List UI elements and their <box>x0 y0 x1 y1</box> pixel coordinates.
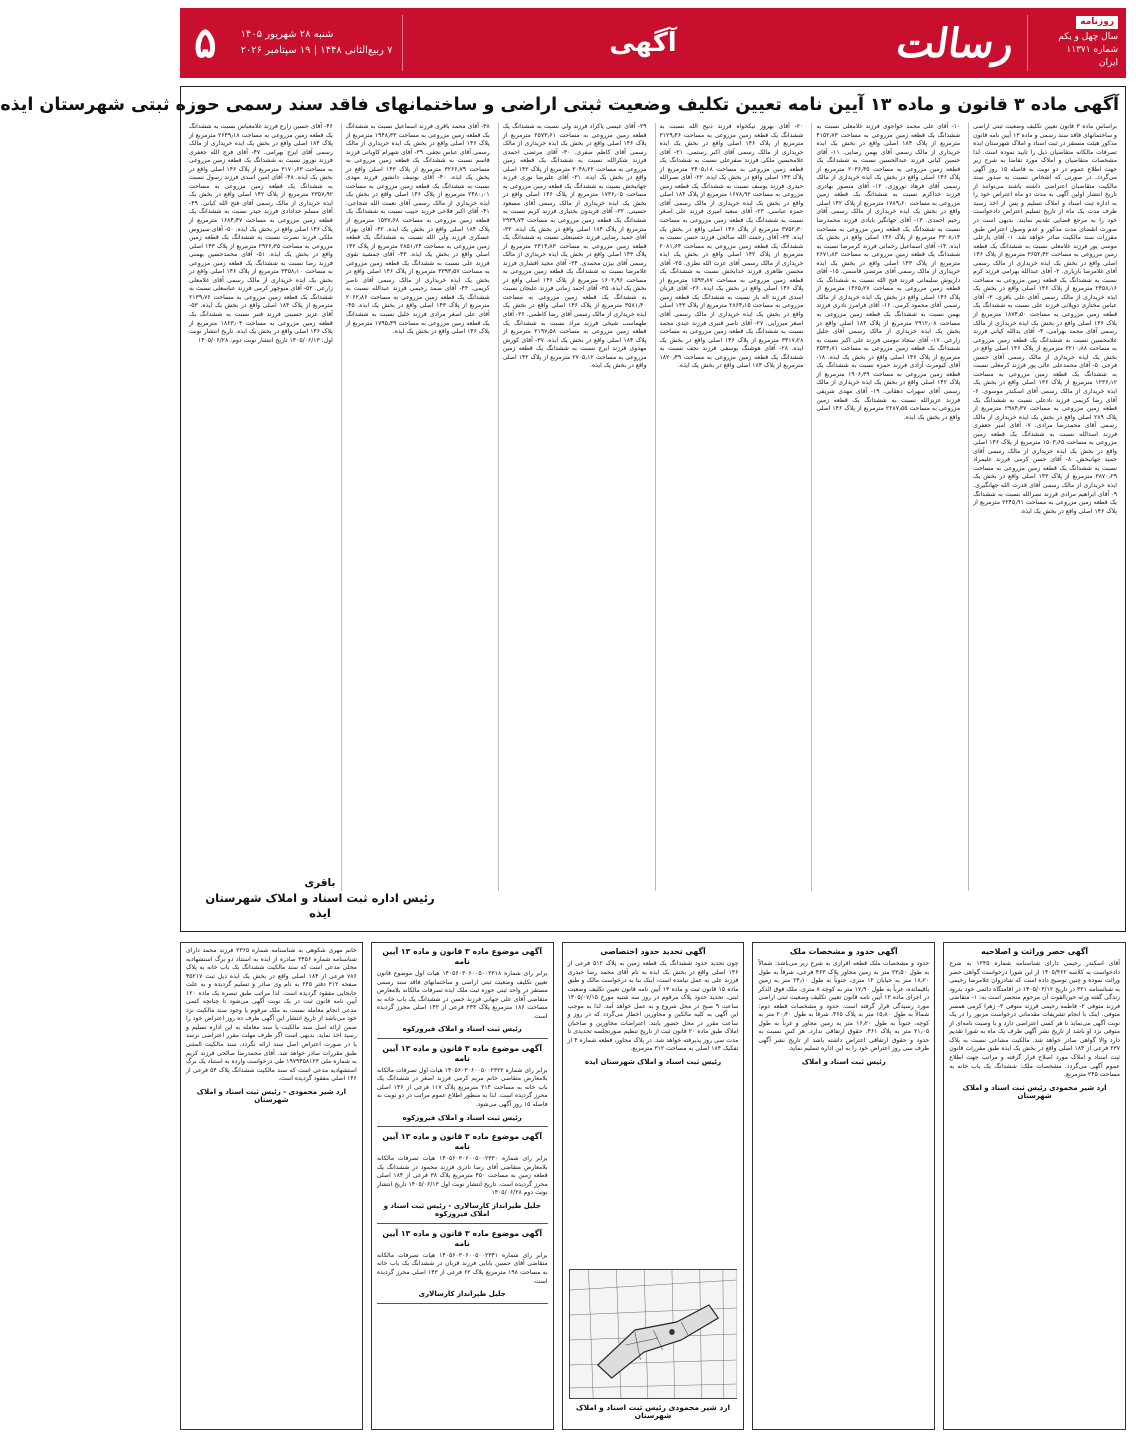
issue-info <box>1027 15 1126 71</box>
notice-text: چون تحدید حدود ششدانگ یک قطعه زمین به پلاک ۵۱۲ فرعی از ۱۴۶ اصلی واقع در بخش یک ایذه به نام آقای محمد رضا حیدری فرزند علی به عمل نیامده است، اینک بنا به درخواست مالک و طبق ماده ۱۵ قانون ثبت و ماده ۱۳ آیین نامه قانون تعیین تکلیف وضعیت ثبتی، تحدید حدود پلاک مرقوم در روز سه شنبه مورخ ۱۴۰۵/۰۷/۱۵ ساعت ۹ صبح در محل شروع و به عمل خواهد آمد. لذا به موجب این آگهی به کلیه مالکین و مجاورین اخطار می‌گردد که در روز و ساعت مقرر در محل حضور یابند. اعتراضات مجاورین و صاحبان املاک طبق ماده ۲۰ قانون ثبت از تاریخ تنظیم صورتجلسه تحدیدی تا مدت سی روز پذیرفته خواهد شد. در پلاک مجاور، قطعه شماره ۴ از تفکیک ۱۸۴ اصلی به مساحت ۳۱۲ مترمربع. <box>567 960 739 1053</box>
notice-text: خانم مهری شکوهی به شناسنامه شماره ۲۳۶۵ فرزند محمد دارای شناسنامه شماره ۳۴۵۶ صادره از ایذه به استناد دو برگ استشهادیه محلی مدعی است که سند مالکیت ششدانگ یک باب خانه به پلاک ۷۸۶ فرعی از ۱۸۴ اصلی واقع در بخش یک ایذه ذیل ثبت ۴۵۲۱۷ صفحه ۳۱۲ دفتر ۲۴۵ به نام وی صادر و تسلیم گردیده و به علت جابجایی مفقود گردیده است. لذا مراتب طبق تبصره یک ماده ۱۲۰ آیین نامه قانون ثبت در یک نوبت آگهی می‌شود تا چنانچه کسی مدعی انجام معامله نسبت به ملک مرقوم یا وجود سند مالکیت نزد خود می‌باشد از تاریخ انتشار این آگهی ظرف ده روز اعتراض خود را ضمن ارائه اصل سند مالکیت یا سند معامله به این اداره تسلیم و رسید اخذ نماید. بدیهی است اگر ظرف مهلت مقرر اعتراضی نرسد یا در صورت اعتراض اصل سند ارائه نگردد، سند مالکیت المثنی طبق مقررات صادر خواهد شد. آقای محمدرضا صالحی فرزند کریم به شماره ملی ۱۹۷۹۴۵۸۱۲۳ طی درخواست وارده به استناد یک برگ استشهادیه مدعی است که سند مالکیت ششدانگ پلاک ۵۴ فرعی از ۱۴۶ اصلی مفقود گردیده است. <box>186 947 357 1083</box>
notice-text: برابر رای شماره ۱۴۰۵۶۰۳۰۶۰۰۵۰۰۲۳۲۲ هیات اول تصرفات مالکانه بلامعارض متقاضی خانم مریم کرمی فرزند اصغر در ششدانگ یک باب خانه به مساحت ۲۱۴ مترمربع پلاک ۱۱۷ فرعی از ۱۴۶ اصلی محرز گردیده است. لذا به منظور اطلاع عموم مراتب در دو نوبت به فاصله ۱۵ روز آگهی می‌شود. <box>376 1066 548 1109</box>
announcement-columns <box>189 123 1117 891</box>
notice-column <box>943 942 1126 1430</box>
notice-text: حدود و مشخصات ملک قطعه افرازی به شرح زیر می‌باشد: شمالاً به طول ۲۳٫۵۰ متر به زمین مجاور پلاک ۴۶۳ فرعی، شرقاً به طول ۱۸٫۲۰ متر به خیابان ۱۲ متری، جنوباً به طول ۲۴٫۱۰ متر به زمین باقیمانده، غرباً به طول ۱۷٫۹۰ متر به کوچه ۸ متری. ملک فوق الذکر در اجرای ماده ۱۳ آیین نامه قانون تعیین تکلیف وضعیت ثبتی اراضی مورد رسیدگی قرار گرفته است. حدود و مشخصات قطعه دوم: شمالاً به طول ۱۵٫۸۰ متر به پلاک ۴۶۵، شرقاً به طول ۲۰٫۴۰ متر به کوچه، جنوباً به طول ۱۶٫۲۰ متر به زمین مجاور و غرباً به طول ۲۱٫۰۵ متر به پلاک ۴۶۱. حقوق ارتفاقی ندارد. هر کس نسبت به حدود و حقوق ارتفاقی اعتراض داشته باشد از تاریخ نشر آگهی ظرف سی روز اعتراض خود را به این اداره تسلیم نماید. <box>758 960 930 1053</box>
announcement-column <box>498 123 647 891</box>
main-announcement <box>0 86 1126 932</box>
notice-item <box>377 1229 548 1304</box>
section-title: آگهی <box>609 28 677 58</box>
masthead <box>180 8 1126 78</box>
notice-text: برابر رای شماره ۱۴۰۵۶۰۳۰۶۰۰۵۰۰۲۳۱۸ هیات اول موضوع قانون تعیین تکلیف وضعیت ثبتی اراضی و ساختمانهای فاقد سند رسمی مستقر در واحد ثبتی حوزه ثبت ملک ایذه تصرفات مالکانه بلامعارض متقاضی آقای علی جهانی فرزند حسن در ششدانگ یک باب خانه به مساحت ۱۸۶ مترمربع پلاک ۲۴۴ فرعی از ۱۴۲ اصلی محرز گردیده است. <box>376 970 548 1020</box>
announcement-column <box>189 123 333 891</box>
notice-text: آقای اسکندر رحیمی دارای شناسنامه شماره ۱۲۴۵ به شرح دادخواست به کلاسه ۱۴۰۵/۴۶۲ از این شورا درخواست گواهی حصر وراثت نموده و چنین توضیح داده است که شادروان غلامرضا رحیمی به شناسنامه ۳۲۱ در تاریخ ۱۴۰۵/۰۳/۱۲ در اقامتگاه دائمی خود بدرود زندگی گفته ورثه حین‌الفوت آن مرحوم منحصر است به: ۱- متقاضی فرزند متوفی ۲- فاطمه رحیمی فرزند متوفی ۳- زهرا کرمی همسر متوفی. اینک با انجام تشریفات مقدماتی درخواست مزبور را در یک نوبت آگهی می‌نماید تا هر کسی اعتراضی دارد و یا وصیت نامه‌ای از متوفی نزد او باشد از تاریخ نشر آگهی ظرف یک ماه به شورا تقدیم دارد والا گواهی صادر خواهد شد. مالکیت مشاعی نسبت به پلاک ۲۳۷ فرعی از ۱۸۴ اصلی واقع در بخش یک ایذه طبق مقررات قانون ثبت اسناد و املاک مورد اصلاح قرار گرفته و مراتب جهت اطلاع عموم آگهی می‌گردد. مشخصات ملک: ششدانگ یک باب خانه به مساحت ۲۴۵ مترمربع. <box>949 960 1121 1079</box>
notice-text: برابر رای شماره ۱۴۰۵۶۰۳۰۶۰۰۵۰۰۲۳۳۰ هیات تصرفات مالکانه بلامعارض متقاضی آقای رضا نادری فرزند محمود در ششدانگ یک قطعه زمین به مساحت ۴۵۰ مترمربع پلاک ۳۸ فرعی از ۱۸۴ اصلی محرز گردیده است. تاریخ انتشار نوبت اول ۱۴۰۵/۰۶/۱۳ تاریخ انتشار نوبت دوم ۱۴۰۵/۰۶/۲۸ <box>376 1155 548 1197</box>
announcement-headline: آگهی ماده ۳ قانون و ماده ۱۳ آیین نامه تعیین تکلیف وضعیت ثبتی اراضی و ساختمانهای فاقد سند رسمی حوزه ثبتی شهرستان ایذه <box>0 95 1119 115</box>
parcel-map <box>569 1269 738 1399</box>
notice-column <box>180 942 363 1430</box>
notice-signature: رئیس ثبت اسناد و املاک فیروزکوه <box>402 1113 522 1122</box>
notice-title: آگهی موضوع ماده ۳ قانون و ماده ۱۳ آیین نامه <box>382 1228 543 1248</box>
notice-signature: ارد شیر محمودی - رئیس ثبت اسناد و املاک شهرستان <box>196 1087 347 1105</box>
notice-signature: رئیس ثبت اسناد و املاک شهرستان ایذه <box>584 1058 722 1067</box>
notice-title: آگهی حصر وراثت و اصلاحیه <box>981 947 1089 956</box>
date-block <box>180 8 403 78</box>
notice-signature: رئیس ثبت اسناد و املاک فیروزکوه <box>402 1025 522 1034</box>
announcement-column <box>655 123 804 891</box>
volume-label: سال چهل و یکم <box>1058 32 1118 42</box>
column-text: ۲۰- آقای بهروز نیکخواه فرزند ذبیح الله نسبت به ششدانگ یک قطعه زمین مزروعی به مساحت ۳۱۲۹٫۴۶ مترمربع از پلاک ۱۴۶ اصلی واقع در بخش یک ایذه خریداری از مالک رسمی آقای اکبر رستمی. ۲۱- آقای غلامحسین ملکی فرزند صفرعلی نسبت به ششدانگ یک قطعه زمین مزروعی به مساحت ۲۴۰۵٫۱۸ مترمربع از پلاک ۱۴۳ اصلی واقع در بخش یک ایذه. ۲۲- آقای نصرالله حیدری فرزند یوسف نسبت به ششدانگ یک قطعه زمین مزروعی به مساحت ۱۶۷۸٫۹۲ مترمربع از پلاک ۱۸۴ اصلی واقع در بخش یک ایذه خریداری از مالک رسمی آقای حمزه عباسی. ۲۳- آقای سعید امیری فرزند علی اصغر نسبت به ششدانگ یک قطعه زمین مزروعی به مساحت ۳۷۵۲٫۳۰ مترمربع از پلاک ۱۴۶ اصلی واقع در بخش یک ایذه. ۲۴- آقای رحمت الله صالحی فرزند حسن نسبت به ششدانگ یک قطعه زمین مزروعی به مساحت ۲۰۸۱٫۶۴ مترمربع از پلاک ۱۴۲ اصلی واقع در بخش یک ایذه خریداری از مالک رسمی آقای عزت الله نظری. ۲۵- آقای محسن طاهری فرزند خدابخش نسبت به ششدانگ یک قطعه زمین مزروعی به مساحت ۱۵۹۳٫۸۷ مترمربع از پلاک ۱۴۶ اصلی واقع در بخش یک ایذه. ۲۶- آقای قربان اسدی فرزند اله یار نسبت به ششدانگ یک قطعه زمین مزروعی به مساحت ۲۸۶۴٫۱۵ مترمربع از پلاک ۱۴۳ اصلی واقع در بخش یک ایذه خریداری از مالک رسمی آقای اصغر میرزایی. ۲۷- آقای ناصر قنبری فرزند عیدی محمد نسبت به ششدانگ یک قطعه زمین مزروعی به مساحت ۳۴۱۷٫۲۸ مترمربع از پلاک ۱۴۶ اصلی واقع در بخش یک ایذه. ۲۸- آقای هوشنگ یوسفی فرزند نجف نسبت به ششدانگ یک قطعه زمین مزروعی به مساحت ۱۸۲۰٫۴۹ مترمربع از پلاک ۱۸۴ اصلی واقع در بخش یک ایذه. <box>659 123 804 370</box>
country-label: ایران <box>1098 58 1118 68</box>
notice-signature: جلیل طیرانداز کارسالاری - رئیس ثبت اسناد و املاک فیروزکوه <box>383 1201 541 1219</box>
announcement-column <box>811 123 960 891</box>
column-text: ۳۸- آقای محمد باقری فرزند اسماعیل نسبت به ششدانگ یک قطعه زمین مزروعی به مساحت ۱۹۴۸٫۳۳ مترمربع از پلاک ۱۴۶ اصلی واقع در بخش یک ایذه خریداری از مالک رسمی آقای عباس نجفی. ۳۹- آقای شهرام کاویانی فرزند قاسم نسبت به ششدانگ یک قطعه زمین مزروعی به مساحت ۳۲۶۶٫۷۹ مترمربع از پلاک ۱۴۳ اصلی واقع در بخش یک ایذه. ۴۰- آقای یوسف دانشور فرزند مهدی نسبت به ششدانگ یک قطعه زمین مزروعی به مساحت ۲۴۸۰٫۰۱ مترمربع از پلاک ۱۴۶ اصلی واقع در بخش یک ایذه خریداری از مالک رسمی آقای نعمت الله شجاعی. ۴۱- آقای اکبر فلاحی فرزند حبیب نسبت به ششدانگ یک قطعه زمین مزروعی به مساحت ۱۵۳۷٫۶۸ مترمربع از پلاک ۱۸۴ اصلی واقع در بخش یک ایذه. ۴۲- آقای بهزاد عسکری فرزند ولی الله نسبت به ششدانگ یک قطعه زمین مزروعی به مساحت ۲۸۵۱٫۲۴ مترمربع از پلاک ۱۴۲ اصلی واقع در بخش یک ایذه. ۴۳- آقای جمشید تقوی فرزند علی نسبت به ششدانگ یک قطعه زمین مزروعی به مساحت ۳۳۹۳٫۵۷ مترمربع از پلاک ۱۴۶ اصلی واقع در بخش یک ایذه خریداری از مالک رسمی آقای ناصر کریمی. ۴۴- آقای صمد رحیمی فرزند عبدالله نسبت به ششدانگ یک قطعه زمین مزروعی به مساحت ۲۰۶۲٫۸۶ مترمربع از پلاک ۱۴۳ اصلی واقع در بخش یک ایذه. ۴۵- آقای علی اصغر مرادی فرزند خلیل نسبت به ششدانگ یک قطعه زمین مزروعی به مساحت ۱۷۹۵٫۴۹ مترمربع از پلاک ۱۴۶ اصلی واقع در بخش یک ایذه. <box>345 123 490 336</box>
page-number: ۵ <box>194 18 217 67</box>
date-shamsi: شنبه ۲۸ شهریور ۱۴۰۵ <box>240 29 334 40</box>
brand-tag: روزنامه <box>1076 16 1118 29</box>
notice-text: برابر رای شماره ۱۴۰۵۶۰۳۰۶۰۰۵۰۰۲۳۴۱ هیات تصرفات مالکانه متقاضی آقای حسین بابایی فرزند قربان در ششدانگ یک باب خانه به مساحت ۱۹۸ مترمربع پلاک ۶۲ فرعی از ۱۴۳ اصلی محرز گردیده است. <box>376 1251 548 1285</box>
notice-title: آگهی موضوع ماده ۳ قانون و ماده ۱۳ آیین نامه <box>382 947 543 966</box>
notice-column <box>752 942 935 1430</box>
parcel-map-drawing <box>570 1270 737 1398</box>
signatory-title: رئیس اداره ثبت اسناد و املاک شهرستان ایذه <box>205 891 435 920</box>
notice-title: آگهی تحدید حدود اختصاصی <box>600 947 706 956</box>
brand-block <box>883 8 1126 78</box>
notice-column <box>371 942 554 1430</box>
signatory-name: باقری <box>304 877 336 889</box>
notice-signature: رئیس ثبت اسناد و املاک <box>801 1058 886 1067</box>
notice-title: آگهی موضوع ماده ۳ قانون و ماده ۱۳ آیین نامه <box>382 1043 543 1063</box>
notice-column-with-map <box>562 942 745 1430</box>
announcement-signature <box>205 876 435 921</box>
map-caption: ارد شیر محمودی رئیس ثبت اسناد و املاک شهرستان <box>575 1402 731 1421</box>
notice-signature: جلیل طیرانداز کارسالاری <box>418 1290 506 1299</box>
column-text: براساس ماده ۳ قانون تعیین تکلیف وضعیت ثبتی اراضی و ساختمانهای فاقد سند رسمی و ماده ۱۳ آیین نامه قانون مذکور هیئت مستقر در ثبت اسناد و املاک شهرستان ایذه تصرفات مالکانه متقاضیان ذیل را تایید نموده است. لذا مشخصات متقاضیان و املاک مورد تقاضا به شرح زیر جهت اطلاع عموم در دو نوبت به فاصله ۱۵ روز آگهی می‌گردد. در صورتی که اشخاص نسبت به صدور سند مالکیت متقاضیان اعتراضی داشته باشند می‌توانند از تاریخ انتشار اولین آگهی به مدت دو ماه اعتراض خود را به اداره ثبت اسناد و املاک تسلیم و پس از اخذ رسید ظرف مدت یک ماه از تاریخ تسلیم اعتراض دادخواست خود را به مرجع قضایی تقدیم نمایند. بدیهی است در صورت انقضای مدت مذکور و عدم وصول اعتراض طبق مقررات سند مالکیت صادر خواهد شد. ۱- آقای یارعلی موسی پور فرزند غلامعلی نسبت به ششدانگ یک قطعه زمین مزروعی به مساحت ۳۶۵۲٫۴۲ مترمربع از پلاک ۱۴۶ اصلی واقع در بخش یک ایذه خریداری از مالک رسمی آقای غلامرضا بازیاری. ۲- آقای عبدالله بهرامی فرزند کرم نسبت به ششدانگ یک قطعه زمین مزروعی به مساحت ۲۴۵۸٫۱۶ مترمربع از پلاک ۱۴۶ اصلی واقع در بخش یک ایذه خریداری از مالک رسمی آقای علی باقری. ۳- آقای عباس مختاری دوپلانی فرزند علی نسبت به ششدانگ یک قطعه زمین مزروعی به مساحت ۱۸۷۴٫۵۰ مترمربع از پلاک ۱۳۶ اصلی واقع در بخش یک ایذه خریداری از مالک رسمی آقای محمد بهرامی. ۴- آقای یدالله کیانی فرزند غلامحسین نسبت به ششدانگ یک قطعه زمین مزروعی به مساحت ۳۲۱۰٫۸۸ مترمربع از پلاک ۱۴۶ اصلی واقع در بخش یک ایذه خریداری از مالک رسمی آقای حسین فرجی. ۵- آقای محمدعلی عالی پور فرزند کرمعلی نسبت به ششدانگ یک قطعه زمین مزروعی به مساحت ۱۲۳۶٫۱۲ مترمربع از پلاک ۱۳۶ اصلی واقع در بخش یک ایذه خریداری از مالک رسمی آقای اسکندر موسوی. ۶- آقای رضا کریمی فرزند نادعلی نسبت به ششدانگ یک قطعه زمین مزروعی به مساحت ۲۹۸۴٫۳۷ مترمربع از پلاک ۲۸۹ اصلی واقع در بخش یک ایذه خریداری از مالک رسمی آقای محمدرضا مرادی. ۷- آقای امیر جعفری فرزند اسدالله نسبت به ششدانگ یک قطعه زمین مزروعی به مساحت ۱۵۰۳٫۶۵ مترمربع از پلاک ۱۴۶ اصلی واقع در بخش یک ایذه خریداری از مالک رسمی آقای حمید جهانبخش. ۸- آقای حسن کرمی فرزند علیمراد نسبت به ششدانگ یک قطعه زمین مزروعی به مساحت ۳۸۷۰٫۲۹ مترمربع از پلاک ۱۴۳ اصلی واقع در بخش یک ایذه خریداری از مالک رسمی آقای قدرت الله جهانگیری. ۹- آقای ابراهیم مرادی فرزند نصرالله نسبت به ششدانگ یک قطعه زمین مزروعی به مساحت ۲۲۴۵٫۹۱ مترمربع از پلاک ۱۴۶ اصلی واقع در بخش یک ایذه. <box>973 123 1118 515</box>
date-other: ۷ ربیع‌الثانی ۱۴۴۸ | ۱۹ سپتامبر ۲۰۲۶ <box>240 45 393 56</box>
notice-item <box>377 1132 548 1224</box>
notice-item <box>377 947 548 1039</box>
column-text: ۲۹- آقای عیسی پاکزاد فرزند ولی نسبت به ششدانگ یک قطعه زمین مزروعی به مساحت ۲۵۷۳٫۶۱ مترمربع از پلاک ۱۴۶ اصلی واقع در بخش یک ایذه خریداری از مالک رسمی آقای کاظم صفری. ۳۰- آقای مرتضی احمدی فرزند شکرالله نسبت به ششدانگ یک قطعه زمین مزروعی به مساحت ۳۰۴۸٫۲۲ مترمربع از پلاک ۱۴۲ اصلی واقع در بخش یک ایذه. ۳۱- آقای علیرضا نوری فرزند جهانبخش نسبت به ششدانگ یک قطعه زمین مزروعی به مساحت ۱۷۳۶٫۰۵ مترمربع از پلاک ۱۴۶ اصلی واقع در بخش یک ایذه خریداری از مالک رسمی آقای مسعود حسینی. ۳۲- آقای فریدون بختیاری فرزند کریم نسبت به ششدانگ یک قطعه زمین مزروعی به مساحت ۲۹۳۹٫۷۴ مترمربع از پلاک ۱۸۴ اصلی واقع در بخش یک ایذه. ۳۳- آقای حمید رضایی فرزند حسینعلی نسبت به ششدانگ یک قطعه زمین مزروعی به مساحت ۲۳۱۴٫۸۳ مترمربع از پلاک ۱۴۳ اصلی واقع در بخش یک ایذه خریداری از مالک رسمی آقای بیژن محمدی. ۳۴- آقای مجید افشاری فرزند غلامرضا نسبت به ششدانگ یک قطعه زمین مزروعی به مساحت ۱۶۰۲٫۹۶ مترمربع از پلاک ۱۴۶ اصلی واقع در بخش یک ایذه. ۳۵- آقای احمد زمانی فرزند علیجان نسبت به ششدانگ یک قطعه زمین مزروعی به مساحت ۳۵۸۱٫۴۰ مترمربع از پلاک ۱۴۶ اصلی واقع در بخش یک ایذه خریداری از مالک رسمی آقای رضا کاظمی. ۳۶- آقای طهماسب شیخی فرزند مراد نسبت به ششدانگ یک قطعه زمین مزروعی به مساحت ۲۱۹۷٫۵۸ مترمربع از پلاک ۱۸۴ اصلی واقع در بخش یک ایذه. ۳۷- آقای کورش مهدوی فرزند ایرج نسبت به ششدانگ یک قطعه زمین مزروعی به مساحت ۲۷۰۵٫۱۲ مترمربع از پلاک ۱۴۲ اصلی واقع در بخش یک ایذه. <box>502 123 647 370</box>
bottom-notices <box>180 942 1126 1430</box>
notice-item <box>377 1044 548 1127</box>
publication-dates <box>231 15 404 71</box>
notice-title: آگهی موضوع ماده ۳ قانون و ماده ۱۳ آیین نامه <box>382 1132 543 1152</box>
notice-title: آگهی حدود و مشخصات ملک <box>789 947 898 956</box>
announcement-column <box>341 123 490 891</box>
announcement-column <box>968 123 1117 891</box>
issue-number: شماره ۱۱۳۷۱ <box>1066 45 1118 55</box>
newspaper-logo: رسالت <box>893 19 1017 67</box>
column-text: ۴۶- آقای حسین زارع فرزند غلامعباس نسبت به ششدانگ یک قطعه زمین مزروعی به مساحت ۲۶۴۹٫۱۸ مترمربع از پلاک ۱۸۴ اصلی واقع در بخش یک ایذه خریداری از مالک رسمی آقای ایرج بهرامی. ۴۷- آقای فرج الله جعفری فرزند نوروز نسبت به ششدانگ یک قطعه زمین مزروعی به مساحت ۳۱۷۰٫۶۳ مترمربع از پلاک ۱۴۶ اصلی واقع در بخش یک ایذه. ۴۸- آقای امین اسدی فرزند رسول نسبت به ششدانگ یک قطعه زمین مزروعی به مساحت ۲۳۵۷٫۹۲ مترمربع از پلاک ۱۴۲ اصلی واقع در بخش یک ایذه خریداری از مالک رسمی آقای فتح الله کیانی. ۴۹- آقای مسلم خدادادی فرزند حیدر نسبت به ششدانگ یک قطعه زمین مزروعی به مساحت ۱۶۸۴٫۴۷ مترمربع از پلاک ۱۴۶ اصلی واقع در بخش یک ایذه. ۵۰- آقای سیروس ملکی فرزند نصرت نسبت به ششدانگ یک قطعه زمین مزروعی به مساحت ۲۹۲۶٫۳۵ مترمربع از پلاک ۱۴۳ اصلی واقع در بخش یک ایذه. ۵۱- آقای محمدحسین بهمنی فرزند رضا نسبت به ششدانگ یک قطعه زمین مزروعی به مساحت ۳۴۵۸٫۱۰ مترمربع از پلاک ۱۴۶ اصلی واقع در بخش یک ایذه خریداری از مالک رسمی آقای غلامعلی زارعی. ۵۲- آقای منوچهر کرمی فرزند عباسعلی نسبت به ششدانگ یک قطعه زمین مزروعی به مساحت ۲۱۳۹٫۷۶ مترمربع از پلاک ۱۸۴ اصلی واقع در بخش یک ایذه. ۵۳- آقای عزیز حسینی فرزند قنبر نسبت به ششدانگ یک قطعه زمین مزروعی به مساحت ۱۸۶۳٫۰۴ مترمربع از پلاک ۱۴۶ اصلی واقع در بخش یک ایذه. تاریخ انتشار نوبت اول: ۱۴۰۵/۰۶/۱۳ تاریخ انتشار نوبت دوم: ۱۴۰۵/۰۶/۲۸ <box>189 123 333 344</box>
column-text: ۱۰- آقای علی محمد خواجوی فرزند غلامعلی نسبت به ششدانگ یک قطعه زمین مزروعی به مساحت ۴۱۵۲٫۷۳ مترمربع از پلاک ۱۸۴ اصلی واقع در بخش یک ایذه خریداری از مالک رسمی آقای بهمن رضایی. ۱۱- آقای حسین کیانی فرزند عبدالحسین نسبت به ششدانگ یک قطعه زمین مزروعی به مساحت ۲۰۳۶٫۴۵ مترمربع از پلاک ۱۴۶ اصلی واقع در بخش یک ایذه خریداری از مالک رسمی آقای فرهاد نوروزی. ۱۲- آقای منصور بهادری فرزند خداکرم نسبت به ششدانگ یک قطعه زمین مزروعی به مساحت ۱۷۸۹٫۶۰ مترمربع از پلاک ۱۴۲ اصلی واقع در بخش یک ایذه خریداری از مالک رسمی آقای رحیم احمدی. ۱۳- آقای جهانگیر بابادی فرزند محمدرضا نسبت به ششدانگ یک قطعه زمین مزروعی به مساحت ۳۳۰۸٫۱۴ مترمربع از پلاک ۱۴۶ اصلی واقع در بخش یک ایذه. ۱۴- آقای اسماعیل رحمانی فرزند کرمرضا نسبت به ششدانگ یک قطعه زمین مزروعی به مساحت ۲۶۷۱٫۸۳ مترمربع از پلاک ۱۴۳ اصلی واقع در بخش یک ایذه خریداری از مالک رسمی آقای مرتضی قاسمی. ۱۵- آقای داریوش سلیمانی فرزند فتح الله نسبت به ششدانگ یک قطعه زمین مزروعی به مساحت ۱۴۶۵٫۲۷ مترمربع از پلاک ۱۴۶ اصلی واقع در بخش یک ایذه خریداری از مالک رسمی آقای محمود کرمی. ۱۶- آقای فرامرز نادری فرزند بهمن نسبت به ششدانگ یک قطعه زمین مزروعی به مساحت ۲۹۱۲٫۰۸ مترمربع از پلاک ۱۸۴ اصلی واقع در بخش یک ایذه خریداری از مالک رسمی آقای جلیل زارعی. ۱۷- آقای سجاد مومنی فرزند علی اکبر نسبت به ششدانگ یک قطعه زمین مزروعی به مساحت ۳۵۴۴٫۷۱ مترمربع از پلاک ۱۴۶ اصلی واقع در بخش یک ایذه. ۱۸- آقای کیومرث آزادی فرزند حمزه نسبت به ششدانگ یک قطعه زمین مزروعی به مساحت ۱۹۰۶٫۳۹ مترمربع از پلاک ۱۴۲ اصلی واقع در بخش یک ایذه خریداری از مالک رسمی آقای سهراب دهقانی. ۱۹- آقای مهدی شریفی فرزند عزیزالله نسبت به ششدانگ یک قطعه زمین مزروعی به مساحت ۲۲۸۷٫۵۵ مترمربع از پلاک ۱۴۶ اصلی واقع در بخش یک ایذه. <box>816 123 961 421</box>
notice-signature: ارد شیر محمودی رئیس ثبت اسناد و املاک شهرستان <box>962 1083 1107 1101</box>
